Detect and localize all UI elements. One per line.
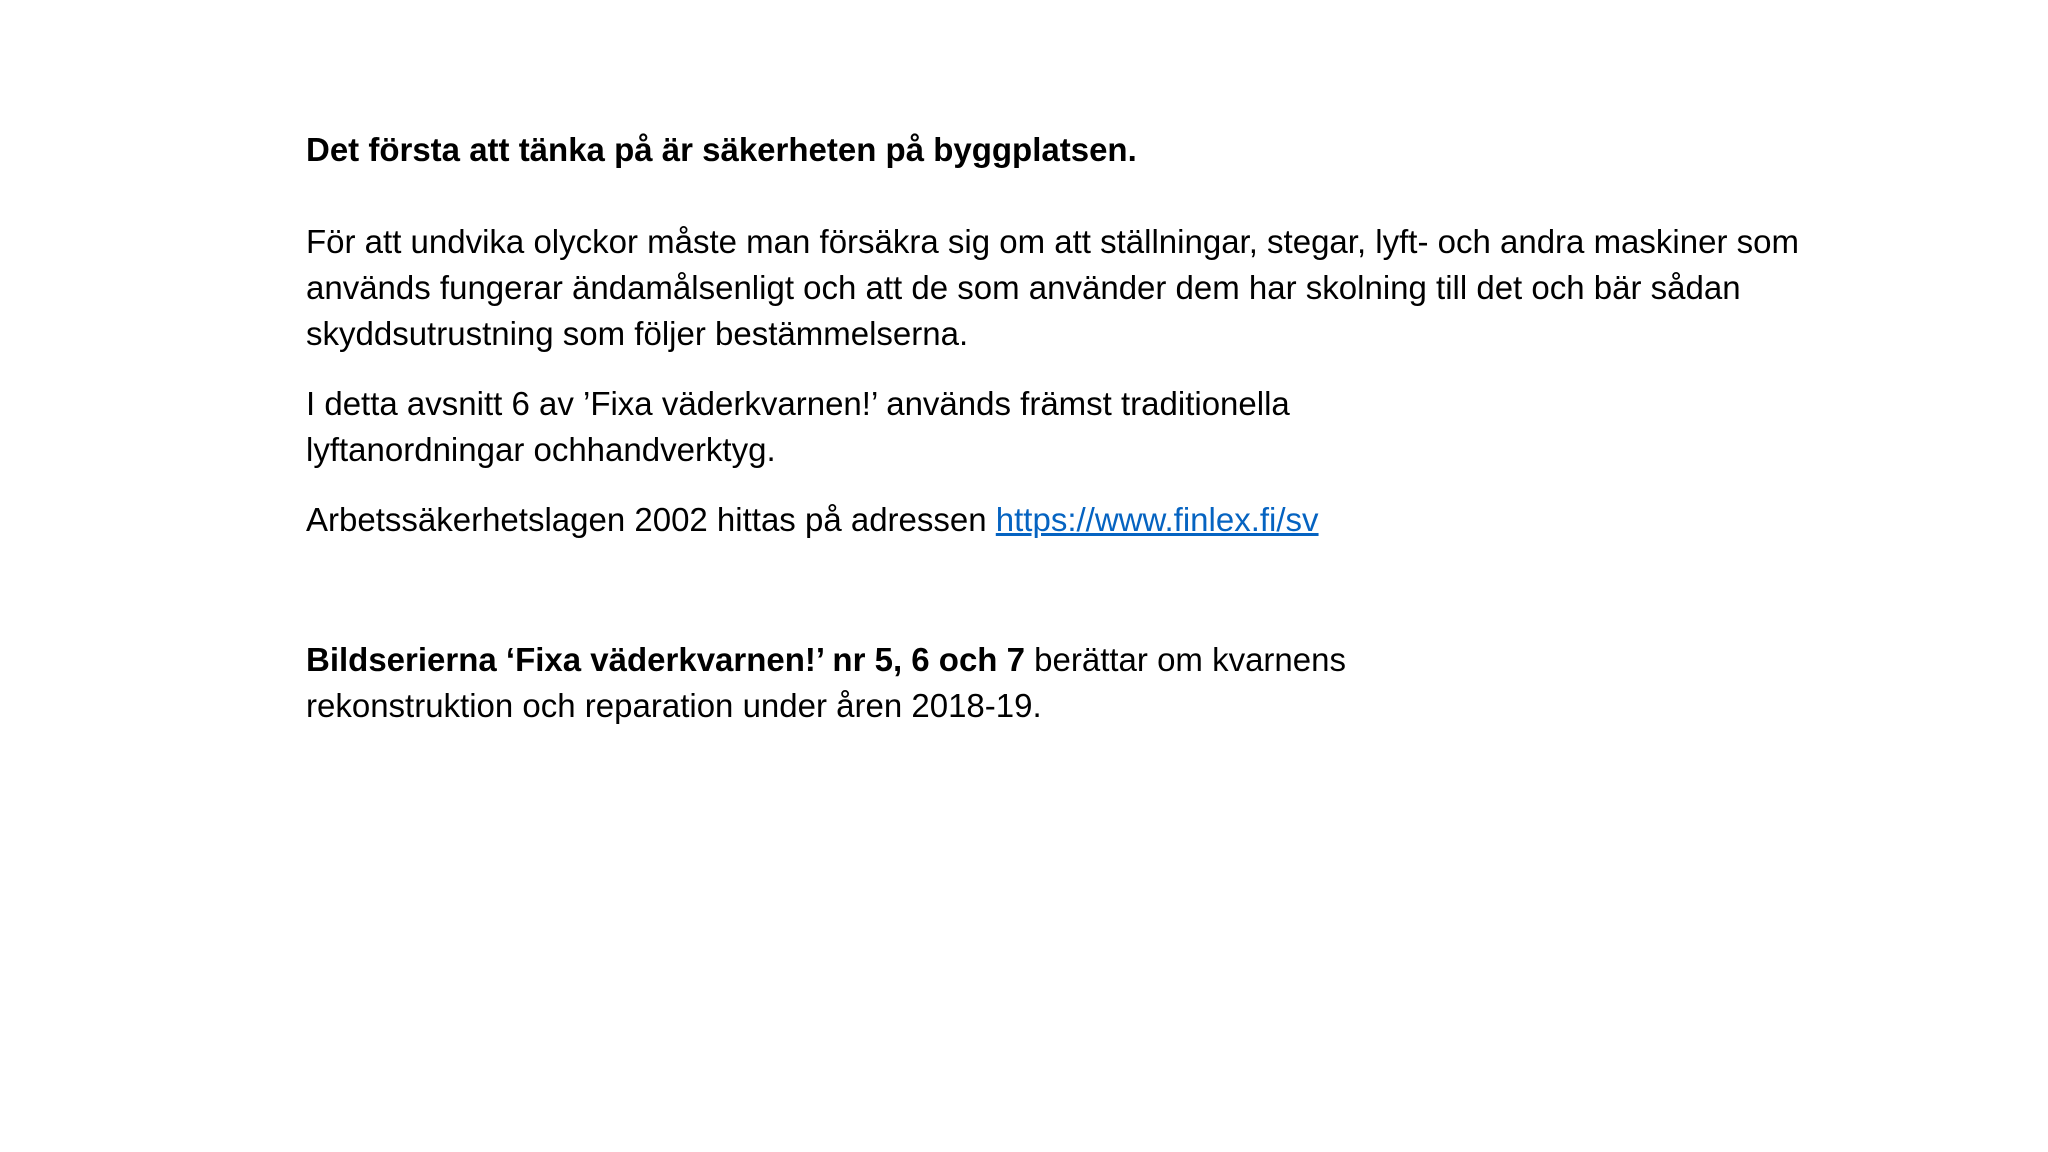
slide-content bbox=[306, 127, 1866, 729]
series-description: berättar om kvarnens rekonstruktion och reparation under åren 2018-19. bbox=[306, 641, 1346, 724]
episode-paragraph: I detta avsnitt 6 av ’Fixa väderkvarnen!’ används främst traditionella lyftanordningar ochhandverktyg. bbox=[306, 385, 1290, 468]
series-title: Bildserierna ‘Fixa väderkvarnen!’ nr 5, 6 och 7 bbox=[306, 641, 1025, 678]
slide-heading: Det första att tänka på är säkerheten på byggplatsen. bbox=[306, 131, 1137, 168]
series-paragraph bbox=[306, 637, 1406, 729]
law-paragraph-text: Arbetssäkerhetslagen 2002 hittas på adressen bbox=[306, 501, 996, 538]
finlex-link[interactable]: https://www.finlex.fi/sv bbox=[995, 501, 1319, 538]
law-paragraph bbox=[306, 497, 1866, 543]
safety-paragraph: För att undvika olyckor måste man försäkra sig om att ställningar, stegar, lyft- och andra maskiner som används fungerar ändamålsenligt och att de som använder dem har skolning till det och bär sådan skyddsutrustning som följer bestämmelserna. bbox=[306, 223, 1799, 352]
